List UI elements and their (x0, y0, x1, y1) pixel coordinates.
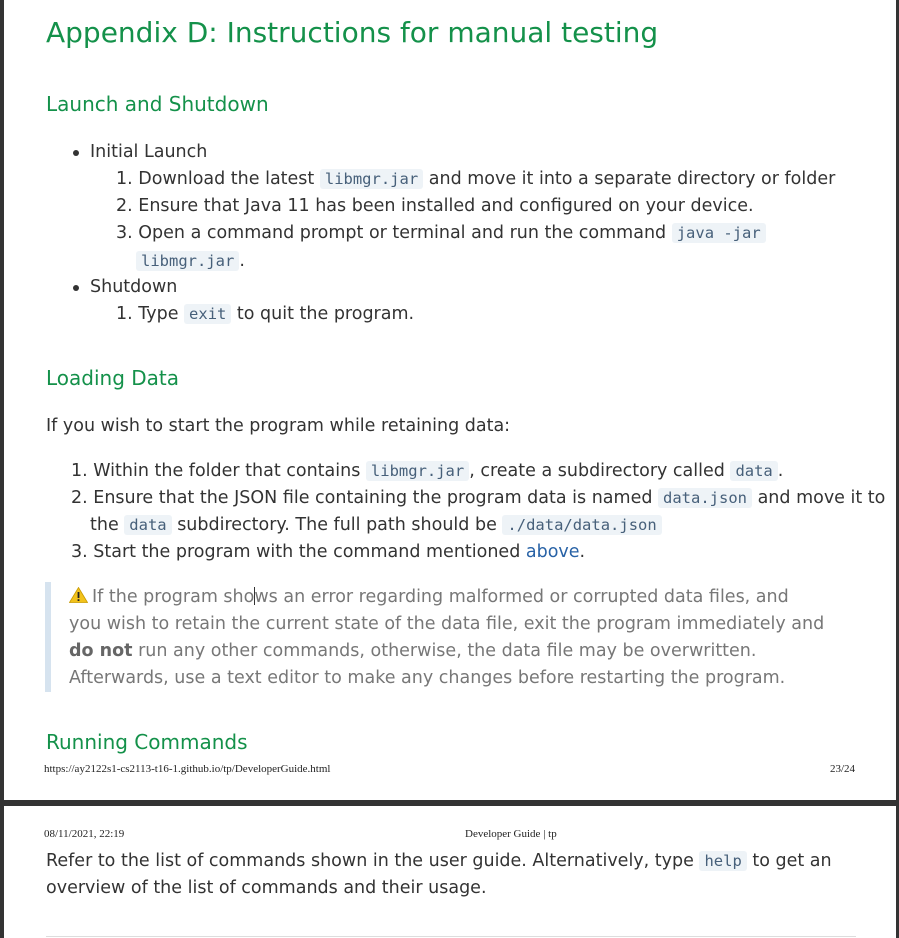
warning-icon (69, 587, 88, 603)
loading-intro: If you wish to start the program while retaining data: (46, 416, 511, 436)
list-item-shutdown: Shutdown (90, 277, 178, 297)
launch-step-1: 1. Download the latest libmgr.jar and move it into a separate directory or folder (116, 169, 836, 189)
bullet-dot (73, 150, 79, 156)
loading-step-2-cont: the data subdirectory. The full path should be ./data/data.json (90, 514, 662, 536)
launch-step-3: 3. Open a command prompt or terminal and run the command java -jar (116, 222, 766, 244)
heading-running-commands: Running Commands (46, 730, 248, 754)
heading-loading-data: Loading Data (46, 366, 180, 390)
pdf-page-23 (4, 0, 896, 800)
warning-line-2: you wish to retain the current state of the data file, exit the program immediately and (69, 614, 825, 634)
shutdown-step-1: 1. Type exit to quit the program. (116, 304, 415, 324)
code-full-path: ./data/data.json (502, 515, 661, 535)
pdf-page-24 (4, 806, 896, 938)
code-data: data (124, 515, 171, 535)
code-data-json: data.json (658, 488, 752, 508)
footer-url: https://ay2122s1-cs2113-t16-1.github.io/tp/DeveloperGuide.html (44, 763, 331, 775)
code-data: data (730, 461, 777, 481)
loading-step-3: 3. Start the program with the command mentioned above. (71, 542, 586, 562)
running-paragraph-line-2: overview of the list of commands and their usage. (46, 878, 487, 898)
code-libmgr-jar: libmgr.jar (320, 169, 423, 189)
code-help: help (699, 851, 746, 871)
header-title: Developer Guide | tp (465, 828, 557, 840)
heading-launch-shutdown: Launch and Shutdown (46, 92, 269, 116)
code-java-jar: java -jar (672, 223, 766, 243)
code-libmgr-jar: libmgr.jar (136, 251, 239, 271)
warning-line-4: Afterwards, use a text editor to make any changes before restarting the program. (69, 668, 786, 688)
running-paragraph-line-1: Refer to the list of commands shown in the user guide. Alternatively, type help to get an (46, 851, 832, 871)
page-number: 23/24 (829, 763, 855, 775)
bullet-dot (73, 285, 79, 291)
loading-step-2: 2. Ensure that the JSON file containing the program data is named data.json and move it to (71, 488, 886, 508)
code-exit: exit (184, 304, 231, 324)
launch-step-3-cont: libmgr.jar . (136, 250, 245, 272)
above-link[interactable]: above (525, 542, 580, 562)
launch-step-2: 2. Ensure that Java 11 has been installed and configured on your device. (116, 196, 754, 216)
warning-line-3: do not run any other commands, otherwise, the data file may be overwritten. (69, 641, 757, 661)
page-title: Appendix D: Instructions for manual testing (46, 16, 659, 49)
divider (46, 936, 856, 937)
warning-callout (45, 582, 825, 692)
loading-step-1: 1. Within the folder that contains libmgr.jar , create a subdirectory called data . (71, 461, 784, 481)
header-date: 08/11/2021, 22:19 (44, 828, 125, 840)
code-libmgr-jar: libmgr.jar (366, 461, 469, 481)
list-item-initial-launch: Initial Launch (90, 142, 208, 162)
warning-line-1: If the program shows an error regarding malformed or corrupted data files, and (69, 586, 789, 608)
